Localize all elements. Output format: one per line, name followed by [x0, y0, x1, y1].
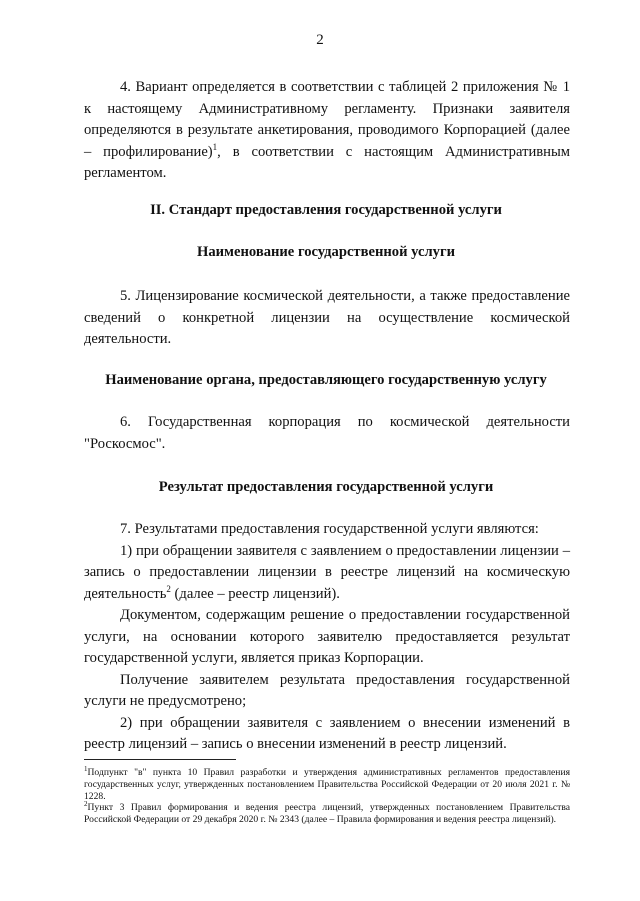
paragraph-7-item-2: 2) при обращении заявителя с заявлением о внесении изменений в реестр лицензий – запись о внесении изменений в реестр лицензий. [84, 714, 570, 752]
paragraph-7-item-1-end: (далее – реестр лицензий). [170, 585, 340, 602]
footnote-divider [84, 759, 236, 760]
paragraph-4-text: 4. Вариант определяется в соответствии с таблицей 2 приложения № 1 к настоящему Административному регламенту. Признаки заявителя определяются в результате анкетирования, проводимого Корпорацией (далее – профилирование) [84, 79, 570, 160]
footnote-2-text: Пункт 3 Правил формирования и ведения реестра лицензий, утвержденных постановлением Правительства Российской Федерации от 29 декабря 2020 г. № 2343 (далее – Правила формирования и ведения реестра лицензий). [84, 802, 570, 826]
footnote-2-marker: 2 [84, 800, 88, 809]
paragraph-7-item-1-text: 1) при обращении заявителя с заявлением о предоставлении лицензии – запись о предоставлении лицензии в реестре лицензий на космическую деятельность [84, 542, 570, 602]
paragraph-4 [84, 77, 570, 185]
subheading-service-name: Наименование государственной услуги [197, 244, 455, 260]
paragraph-7-document: Документом, содержащим решение о предоставлении государственной услуги, на основании которого заявителю предоставляется результат государственной услуги, является приказ Корпорации. [84, 607, 570, 666]
footnote-1 [84, 764, 570, 802]
page-number: 2 [316, 32, 324, 48]
footnote-2 [84, 802, 570, 826]
paragraph-7-receipt: Получение заявителем результата предоставления государственной услуги не предусмотрено; [84, 671, 570, 709]
subheading-providing-organ: Наименование органа, предоставляющего государственную услугу [105, 372, 547, 388]
paragraph-7 [84, 519, 570, 756]
section-heading: II. Стандарт предоставления государственной услуги [150, 202, 502, 218]
footnote-1-text: Подпункт "в" пункта 10 Правил разработки и утверждения административных регламентов предоставления государственных услуг, утвержденных постановлением Правительства Российской Федерации от 20 июля 2021 г. № 1228. [84, 767, 570, 802]
paragraph-7-text: 7. Результатами предоставления государственной услуги являются: [120, 521, 539, 537]
paragraph-5-text: 5. Лицензирование космической деятельности, а также предоставление сведений о конкретной лицензии на осуществление космической деятельности. [84, 288, 570, 347]
paragraph-6 [84, 412, 570, 455]
paragraph-4-text-end: , в соответствии с настоящим Административным регламентом. [84, 143, 571, 181]
footnote-1-marker: 1 [84, 764, 88, 773]
footnote-ref-2: 2 [166, 583, 171, 594]
footnote-ref-1: 1 [212, 141, 218, 152]
paragraph-6-text: 6. Государственная корпорация по космической деятельности "Роскосмос". [84, 414, 570, 452]
footnotes [84, 764, 570, 826]
paragraph-7-item-1 [84, 541, 570, 606]
subheading-result: Результат предоставления государственной услуги [158, 479, 494, 495]
paragraph-5 [84, 286, 570, 351]
